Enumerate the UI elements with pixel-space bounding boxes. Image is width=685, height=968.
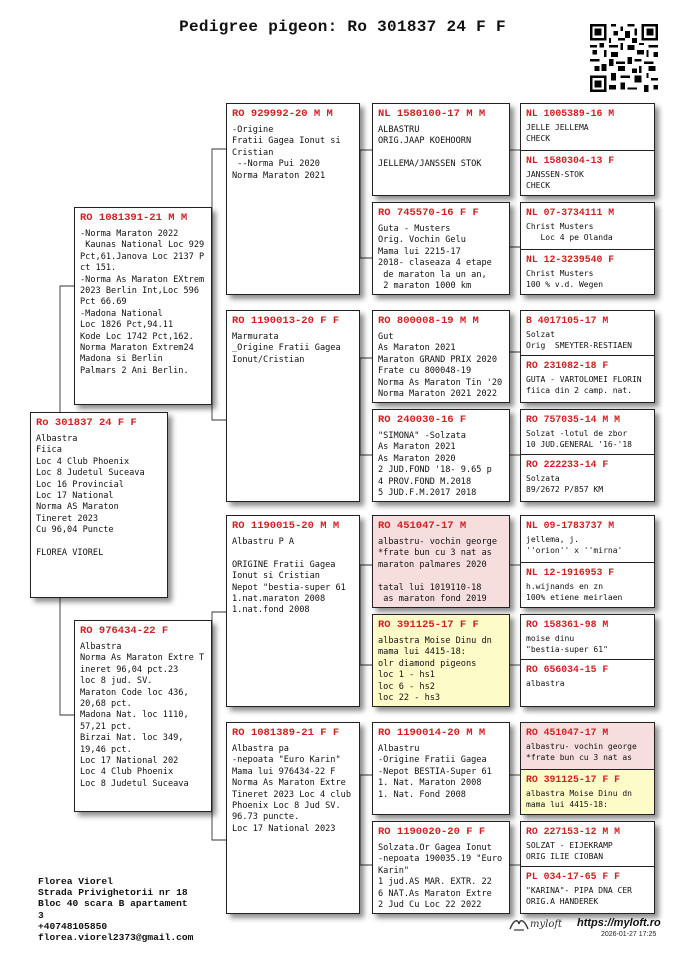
ancestor-info: JANSSEN-STOK CHECK [526, 170, 584, 190]
ancestor-info: Solzat -lotul de zbor 10 JUD.GENERAL '16-'18 [526, 429, 632, 449]
ancestor-ring: B 4017105-17 M [526, 315, 609, 326]
great-grandparent-ring: RO 240030-16 F [378, 414, 467, 426]
grandparent-info: -Origine Fratii Gagea Ionut si Cristian --Norma Pui 2020 Norma Maraton 2021 [232, 125, 341, 181]
great-grandparent-ring: RO 1190020-20 F F [378, 826, 486, 838]
ancestor-info: Christ Musters 100 % v.d. Wegen [526, 269, 604, 289]
mother-ring: RO 976434-22 F [80, 625, 169, 637]
ancestor-info: h.wijnands en zn 100% etiene meirlaen [526, 582, 623, 602]
great-grandparent-info: Solzata.Or Gagea Ionut -nepoata 190035.19 "Euro Karin" 1 jud.AS MAR. EXTR. 22 6 NAT.As Maraton Extre 2 Jud Cu Loc 22 2022 [378, 843, 503, 911]
ancestor-ring: RO 656034-15 F [526, 664, 609, 675]
owner-name: Florea Viorel [38, 876, 113, 887]
great-grandparent-info: albastra Moise Dinu dn mama lui 4415-18: olr diamond pigeons loc 1 - hs1 loc 6 - hs2 loc 22 - hs3 [378, 636, 492, 704]
ancestor-info: jellema, j. ''orion'' x ''mirna' [526, 535, 623, 555]
ancestor-pair-box [520, 821, 655, 914]
owner-apartment: 3 [38, 909, 44, 921]
great-grandparent-ring: RO 1190014-20 M M [378, 727, 486, 739]
ancestor-entry[interactable] [521, 822, 654, 866]
ancestor-entry[interactable] [521, 410, 654, 454]
great-grandparent-info: Guta - Musters Orig. Vochin Gelu Mama lui 2215-17 2018- claseaza 4 etape de maraton la un an, 2 maraton 1000 km [378, 224, 492, 292]
ancestor-ring: PL 034-17-65 F F [526, 871, 621, 882]
great-grandparent-card[interactable] [372, 310, 510, 403]
great-grandparent-info: Albastru -Origine Fratii Gagea -Nepot BESTIA-Super 61 1. Nat. Maraton 2008 1. Nat. Fond 2008 [378, 744, 492, 800]
great-grandparent-info: Gut As Maraton 2021 Maraton GRAND PRIX 2020 Frate cu 800048-19 Norma As Maraton Tin '20 Norma Maraton 2021 2022 [378, 332, 503, 400]
myloft-logo[interactable] [508, 915, 562, 933]
great-grandparent-card[interactable] [372, 614, 510, 707]
subject-ring: Ro 301837 24 F F [36, 417, 137, 429]
ancestor-entry[interactable] [521, 615, 654, 659]
grandparent-card[interactable] [226, 103, 360, 295]
ancestor-entry[interactable] [521, 150, 654, 196]
owner-contact [38, 876, 193, 943]
page-title: Pedigree pigeon: Ro 301837 24 F F [179, 18, 506, 36]
ancestor-ring: RO 158361-98 M [526, 619, 609, 630]
ancestor-ring: RO 391125-17 F F [526, 774, 621, 785]
great-grandparent-card[interactable] [372, 409, 510, 502]
grandparent-ring: RO 929992-20 M M [232, 108, 333, 120]
subject-card[interactable] [30, 412, 168, 598]
ancestor-entry[interactable] [521, 866, 654, 914]
ancestor-entry[interactable] [521, 249, 654, 295]
ancestor-entry[interactable] [521, 723, 654, 769]
ancestor-ring: NL 1580304-13 F [526, 155, 615, 166]
great-grandparent-card[interactable] [372, 202, 510, 295]
owner-street: Strada Privighetorii nr 18 [38, 887, 188, 899]
great-grandparent-ring: RO 800008-19 M M [378, 315, 479, 327]
great-grandparent-ring: RO 745570-16 F F [378, 207, 479, 219]
ancestor-ring: RO 222233-14 F [526, 459, 609, 470]
great-grandparent-ring: RO 391125-17 F F [378, 619, 479, 631]
father-ring: RO 1081391-21 M M [80, 212, 188, 224]
ancestor-ring: NL 09-1783737 M [526, 520, 615, 531]
ancestor-pair-box [520, 103, 655, 196]
ancestor-info: Solzat Orig SMEYTER-RESTIAEN [526, 330, 632, 350]
ancestor-entry[interactable] [521, 104, 654, 150]
ancestor-info: albastra Moise Dinu dn mama lui 4415-18: [526, 789, 632, 809]
great-grandparent-card[interactable] [372, 103, 510, 196]
ancestor-pair-box [520, 722, 655, 815]
ancestor-info: GUTA - VARTOLOMEI FLORIN fiica din 2 camp. nat. [526, 375, 642, 395]
myloft-logo-icon [508, 915, 530, 933]
ancestor-ring: NL 12-3239540 F [526, 254, 615, 265]
ancestor-entry[interactable] [521, 311, 654, 355]
ancestor-info: Christ Musters Loc 4 pe Olanda [526, 222, 613, 242]
grandparent-info: Marmurata _Origine Fratii Gagea Ionut/Cristian [232, 332, 341, 365]
grandparent-info: Albastra pa -nepoata "Euro Karin" Mama lui 976434-22 F Norma As Maraton Extre Tineret 2023 Loc 4 club Phoenix Loc 8 Jud SV. 96.73 puncte. Loc 17 National 2023 [232, 744, 351, 834]
ancestor-entry[interactable] [521, 454, 654, 502]
great-grandparent-info: albastru- vochin george *frate bun cu 3 nat as maraton palmares 2020 tatal lui 1019110-18 as maraton fond 2019 [378, 537, 497, 605]
ancestor-pair-box [520, 310, 655, 403]
grandparent-ring: RO 1190015-20 M M [232, 520, 340, 532]
ancestor-entry[interactable] [521, 355, 654, 403]
grandparent-ring: RO 1081389-21 F F [232, 727, 340, 739]
ancestor-entry[interactable] [521, 659, 654, 707]
ancestor-info: albastra [526, 679, 565, 688]
ancestor-info: albastru- vochin george *frate bun cu 3 nat as [526, 742, 637, 762]
mother-info: Albastra Norma As Maraton Extre T ineret 96,04 pct.23 loc 8 jud. SV. Maraton Code loc 436, 20,68 pct. Madona Nat. loc 1110, 57,21 pct. Birzai Nat. loc 349, 19,46 pct. Loc 17 National 202 Loc 4 Club Phoenix Loc 8 Judetul Suceava [80, 642, 205, 789]
subject-info: Albastra Fiica Loc 4 Club Phoenix Loc 8 Judetul Suceava Loc 16 Provincial Loc 17 National Norma AS Maraton Tineret 2023 Cu 96,04 Puncte FLOREA VIOREL [36, 434, 145, 559]
great-grandparent-ring: RO 451047-17 M [378, 520, 467, 532]
ancestor-entry[interactable] [521, 562, 654, 608]
print-date: 2026-01-27 17:25 [601, 931, 657, 938]
ancestor-entry[interactable] [521, 769, 654, 815]
ancestor-info: "KARINA"- PIPA DNA CER ORIG.A HANDEREK [526, 886, 632, 906]
ancestor-ring: RO 227153-12 M M [526, 826, 621, 837]
ancestor-info: moise dinu "bestia-super 61" [526, 634, 608, 654]
ancestor-pair-box [520, 614, 655, 707]
myloft-logo-text: myloft [530, 918, 563, 930]
great-grandparent-card[interactable] [372, 722, 510, 815]
grandparent-card[interactable] [226, 310, 360, 502]
ancestor-pair-box [520, 202, 655, 295]
site-link[interactable]: https://myloft.ro [577, 917, 661, 929]
grandparent-card[interactable] [226, 722, 360, 914]
ancestor-entry[interactable] [521, 203, 654, 249]
ancestor-entry[interactable] [521, 516, 654, 562]
grandparent-ring: RO 1190013-20 F F [232, 315, 340, 327]
father-info: -Norma Maraton 2022 Kaunas National Loc 929 Pct,61.Janova Loc 2137 P ct 151. -Norma As Maraton EXtrem 2023 Berlin Int,Loc 596 Pct 66.69 -Madona National Loc 1826 Pct,94.11 Kode Loc 1742 Pct,162. Norma Maraton Extrem24 Madona si Berlin Palmars 2 Ani Berlin. [80, 229, 205, 376]
ancestor-ring: RO 451047-17 M [526, 727, 609, 738]
ancestor-pair-box [520, 409, 655, 502]
ancestor-ring: NL 1005389-16 M [526, 108, 615, 119]
ancestor-ring: RO 231082-18 F [526, 360, 609, 371]
mother-card[interactable] [74, 620, 212, 812]
owner-block: Bloc 40 scara B apartament [38, 898, 188, 910]
owner-phone[interactable]: +40748105850 [38, 920, 108, 932]
ancestor-info: Solzata 89/2672 P/857 KM [526, 474, 604, 494]
ancestor-ring: NL 07-3734111 M [526, 207, 615, 218]
great-grandparent-card[interactable] [372, 515, 510, 608]
great-grandparent-ring: NL 1580100-17 M M [378, 108, 486, 120]
grandparent-card[interactable] [226, 515, 360, 707]
ancestor-ring: RO 757035-14 M M [526, 414, 621, 425]
ancestor-ring: NL 12-1916953 F [526, 567, 615, 578]
ancestor-info: SOLZAT - EIJEKRAMP ORIG ILIE CIOBAN [526, 841, 613, 861]
owner-email[interactable]: florea.viorel2373@gmail.com [38, 932, 194, 944]
father-card[interactable] [74, 207, 212, 405]
great-grandparent-card[interactable] [372, 821, 510, 914]
ancestor-pair-box [520, 515, 655, 608]
grandparent-info: Albastru P A ORIGINE Fratii Gagea Ionut si Cristian Nepot "bestia-super 61 1.nat.maraton 2008 1.nat.fond 2008 [232, 537, 346, 616]
ancestor-info: JELLE JELLEMA CHECK [526, 123, 589, 143]
great-grandparent-info: ALBASTRU ORIG.JAAP KOEHOORN JELLEMA/JANSSEN STOK [378, 125, 482, 170]
great-grandparent-info: "SIMONA" -Solzata As Maraton 2021 As Maraton 2020 2 JUD.FOND '18- 9.65 p 4 PROV.FOND M.2018 5 JUD.F.M.2017 2018 [378, 431, 492, 499]
